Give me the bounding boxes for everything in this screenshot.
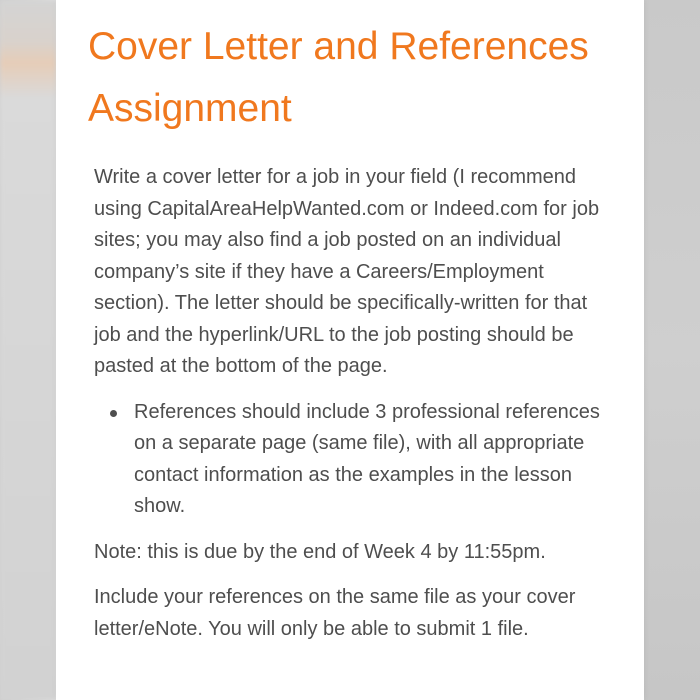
submission-instructions: Include your references on the same file as your cover letter/eNote. You will only be able to submit 1 file. <box>94 586 576 640</box>
assignment-card <box>56 0 644 700</box>
due-date-note: Note: this is due by the end of Week 4 by 11:55pm. <box>94 540 546 563</box>
list-item <box>134 397 614 523</box>
assignment-intro: Write a cover letter for a job in your field (I recommend using CapitalAreaHelpWanted.com or Indeed.com for job sites; you may also find a job posted on an individual company’s site if they have a Careers/Employment section). The letter should be specifically-written for that job and the hyperlink/URL to the job posting should be pasted at the bottom of the page. <box>94 166 600 377</box>
bullet-dot-icon <box>110 410 117 417</box>
background-blur-right <box>644 0 700 700</box>
bullet-text: References should include 3 professional references on a separate page (same file), with all appropriate contact information as the examples in the lesson show. <box>134 400 600 517</box>
background-blur-left <box>0 0 56 700</box>
assignment-bullet-list <box>94 397 614 523</box>
assignment-body <box>94 162 614 659</box>
assignment-title: Cover Letter and References Assignment <box>88 25 589 130</box>
